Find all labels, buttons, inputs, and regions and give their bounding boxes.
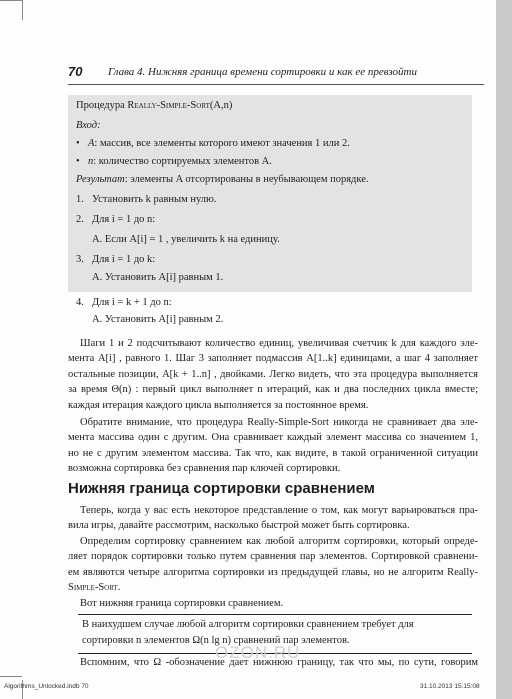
footer-left: Algorithms_Unlocked.indb 70 [4, 683, 89, 690]
paragraph-4: Определим сортировку сравнением как любой алгоритм сортировки, который опреде- ляет порядок сортировки только путем сравнения пар элементов. Сортировкой сравнени- ем являются четыре алгоритма сортировки из предыдущей главы, но не алгоритм Really- Simple-Sort. [68, 536, 478, 594]
procedure-title: Процедура Really-Simple-Sort(A,n) [76, 100, 233, 111]
input-item: • A: массив, все элементы которого имеют значения 1 или 2. [76, 138, 350, 149]
paragraph-1: Шаги 1 и 2 подсчитывают количество единиц, увеличивая счетчик k для каждого эле- мента A[i] , равного 1. Шаг 3 заполняет подмассив A[1..k] единицами, а шаг 4 заполняет остальные позиции, A[k + 1..n] , двойками. Легко видеть, что эта процедура выполняется за время Θ(n) : первый цикл выполняет n итераций, как и два последних цикла вместе; каждая итерация каждого цикла выполняется за постоянное время. [68, 338, 478, 411]
section-heading: Нижняя граница сортировки сравнением [68, 480, 375, 497]
paragraph-6 [68, 655, 478, 670]
step: 1. Установить k равным нулю. [76, 194, 217, 205]
procedure-name: Really-Simple-Sort [127, 100, 210, 111]
substep: A. Если A[i] = 1 , увеличить k на единицу. [92, 234, 280, 245]
running-head: Глава 4. Нижняя граница времени сортировки и как ее превзойти [108, 66, 417, 78]
paragraph-line: Вспомним, что Ω -обозначение дает нижнюю границу, так что мы, по сути, говорим [80, 657, 478, 668]
result-line: Результат: элементы A отсортированы в неубывающем порядке. [76, 174, 369, 185]
page-edge [496, 0, 512, 699]
step: 2. Для i = 1 до n: [76, 214, 156, 225]
paragraph-2: Обратите внимание, что процедура Really-Simple-Sort никогда не сравнивает два эле- мента массива один с другим. Она сравнивает каждый элемент массива со значением 1, но не с другим элементом массива. Так что, как видите, в такой ограниченной ситуации возможна сортировка без сравнения пар ключей сортировки. [68, 417, 478, 475]
paragraph-3: Теперь, когда у вас есть некоторое представление о том, как могут варьироваться пра- вила игры, давайте рассмотрим, насколько быстрой может быть сортировка. [68, 505, 478, 532]
header-rule [68, 84, 484, 85]
input-label: Вход: [76, 120, 101, 131]
crop-mark [0, 676, 22, 677]
bullet-icon: • [76, 138, 80, 149]
footer-right: 31.10.2013 15:15:08 [420, 683, 480, 690]
substep: A. Установить A[i] равным 1. [92, 272, 224, 283]
crop-mark [0, 0, 22, 1]
step: 4. Для i = k + 1 до n: [76, 297, 172, 308]
paragraph-5: Вот нижняя граница сортировки сравнением. [80, 598, 284, 609]
step: 3. Для i = 1 до k: [76, 254, 156, 265]
procedure-box [68, 95, 472, 292]
watermark: OZON.RU [215, 643, 301, 662]
substep: A. Установить A[i] равным 2. [92, 314, 224, 325]
input-item: • n: количество сортируемых элементов A. [76, 156, 272, 167]
theorem-box: В наихудшем случае любой алгоритм сортировки сравнением требует для сортировки n элементов Ω(n lg n) сравнений пар элементов. [78, 614, 472, 654]
bullet-icon: • [76, 156, 80, 167]
crop-mark [22, 0, 23, 20]
page-number: 70 [68, 64, 83, 79]
